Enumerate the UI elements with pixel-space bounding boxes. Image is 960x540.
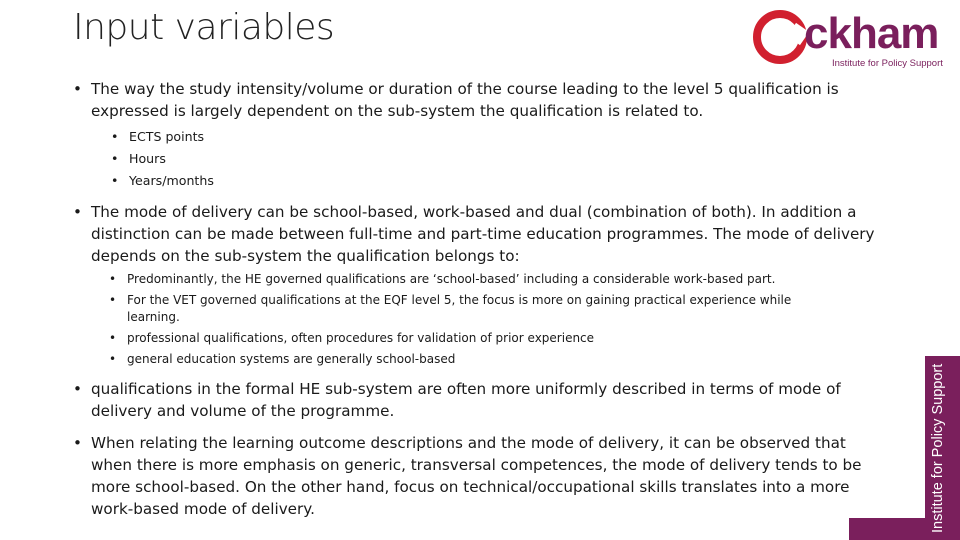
bullet-paragraph (73, 378, 881, 422)
slide-title: Input variables (73, 7, 335, 48)
paragraph-text: When relating the learning outcome descriptions and the mode of delivery, it can be observed that when there is more emphasis on generic, transversal competences, the mode of delivery tends to be more school-based. On the other hand, focus on technical/occupational skills translates into a more work-based mode of delivery. (91, 434, 862, 518)
list-item: • professional qualifications, often procedures for validation of prior experience (109, 331, 595, 345)
paragraph-text: The way the study intensity/volume or duration of the course leading to the level 5 qualification is expressed is largely dependent on the sub-system the qualification is related to. (91, 80, 839, 120)
bullet-icon: • (73, 380, 82, 398)
bullet-paragraph (73, 78, 903, 122)
brand-footer-block (849, 518, 925, 540)
list-item: • Years/months (111, 173, 214, 188)
list-item: • Hours (111, 151, 166, 166)
sidebar-text: Institute for Policy Support (930, 363, 946, 533)
list-item: • ECTS points (111, 129, 205, 144)
sub-bullet-list (109, 271, 819, 368)
paragraph-text: The mode of delivery can be school-based, work-based and dual (combination of both). In addition a distinction can be made between full-time and part-time education programmes. The mode of delivery depends on the sub-system the qualification belongs to: (91, 203, 875, 265)
list-item: • Predominantly, the HE governed qualifications are ‘school-based’ including a considerable work-based part. (109, 272, 776, 286)
bullet-paragraph (73, 432, 866, 520)
brand-sidebar (925, 356, 960, 540)
ockham-logo (752, 10, 942, 72)
bullet-paragraph (73, 201, 881, 267)
paragraph-text: qualifications in the formal HE sub-system are often more uniformly described in terms of mode of delivery and volume of the programme. (91, 380, 841, 420)
logo-wordmark: ckham (804, 9, 939, 58)
bullet-icon: • (73, 80, 82, 98)
sub-bullet-list (111, 128, 811, 189)
bullet-icon: • (73, 434, 82, 452)
slide-body (73, 78, 893, 520)
bullet-icon: • (73, 203, 82, 221)
list-item: • For the VET governed qualifications at the EQF level 5, the focus is more on gaining practical experience while learning. (109, 293, 792, 324)
logo-tagline: Institute for Policy Support (832, 58, 943, 69)
list-item: • general education systems are generally school-based (109, 352, 456, 366)
